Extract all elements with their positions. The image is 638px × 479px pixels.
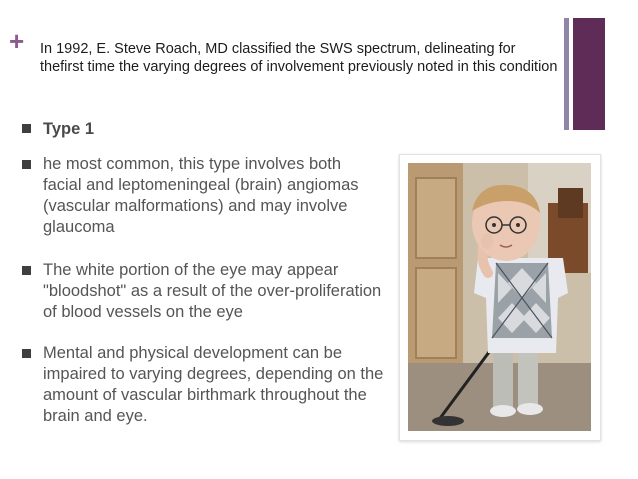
bullet-item-eye <box>22 260 382 323</box>
bullet-text: Type 1 <box>43 120 95 138</box>
accent-bar-thin <box>564 18 569 130</box>
photo-frame <box>399 154 601 441</box>
bullet-square-icon <box>22 160 31 169</box>
bullet-square-icon <box>22 349 31 358</box>
child-photo <box>408 163 591 431</box>
accent-bar-thick <box>573 18 605 130</box>
plus-icon: + <box>9 26 25 56</box>
bullet-text: The white portion of the eye may appear "bloodshot" as a result of the over-proliferation of blood vessels on the eye <box>43 261 382 321</box>
bullet-item-type-1 <box>22 119 94 140</box>
child-photo-illustration <box>408 163 591 431</box>
bullet-text: Mental and physical development can be impaired to varying degrees, depending on the amount of vascular birthmark throughout the brain and eye. <box>43 344 384 425</box>
bullet-text: he most common, this type involves both facial and leptomeningeal (brain) angiomas (vascular malformations) and may involve glaucoma <box>43 155 359 236</box>
bullet-item-most-common <box>22 154 382 238</box>
bullet-square-icon <box>22 266 31 275</box>
bullet-item-development <box>22 343 392 427</box>
intro-text: In 1992, E. Steve Roach, MD classified the SWS spectrum, delineating for thefirst time the varying degrees of involvement previously noted in this condition <box>40 41 558 75</box>
bullet-square-icon <box>22 124 31 133</box>
